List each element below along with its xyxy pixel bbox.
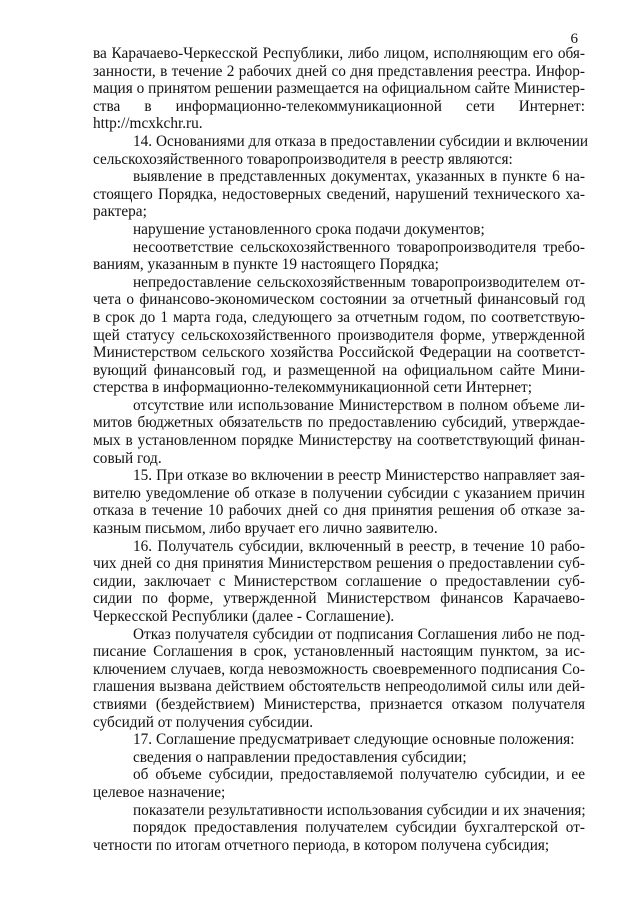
text-line: Черкесской Республики (далее - Соглашение). [93, 608, 395, 625]
text-line: четности по итогам отчетного периода, в котором получена субсидия; [93, 836, 550, 854]
text-line: Министерством сельского хозяйства Российской Федерации на соответст- [93, 344, 585, 362]
text-line: отказа в течение 10 рабочих дней со дня принятия решения об отказе за- [93, 502, 585, 520]
text-line: совый год. [93, 449, 162, 467]
text-line: щей статусу сельскохозяйственного производителя форме, утвержденной [93, 326, 585, 344]
body-text [93, 45, 589, 854]
text-line: сидии по форме, утвержденной Министерством финансов Карачаево- [93, 590, 585, 608]
text-line: несоответствие сельскохозяйственного товаропроизводителя требо- [133, 238, 585, 256]
text-line: рактера; [93, 203, 147, 221]
text-line: показатели результативности использования субсидии и их значения; [133, 801, 586, 819]
text-line: митов бюджетных обязательств по предоставлению субсидий, утверждае- [93, 414, 585, 432]
text-line: занности, в течение 2 рабочих дней со дня представления реестра. Инфор- [93, 62, 585, 80]
text-line: 14. Основаниями для отказа в предоставлении субсидии и включении [133, 132, 589, 150]
text-line: вителю уведомление об отказе в получении субсидии с указанием причин [93, 484, 585, 502]
text-line: чета о финансово-экономическом состоянии за отчетный финансовый год [93, 291, 585, 309]
text-line: ствиями (бездействием) Министерства, признается отказом получателя [93, 695, 585, 713]
text-line: http://mcxkchr.ru. [93, 115, 203, 133]
text-line: стерства в информационно-телекоммуникационной сети Интернет; [93, 379, 532, 397]
text-line: стоящего Порядка, недостоверных сведений, нарушений технического ха- [93, 185, 585, 203]
text-line: глашения вызвана действием обстоятельств непреодолимой силы или дей- [93, 678, 585, 696]
text-line: 15. При отказе во включении в реестр Министерство направляет зая- [133, 467, 585, 485]
text-line: сведения о направлении предоставления субсидии; [133, 748, 467, 766]
text-line: казным письмом, либо вручает его лично заявителю. [93, 520, 438, 538]
text-line: ваниям, указанным в пункте 19 настоящего Порядка; [93, 256, 439, 274]
text-line: субсидий от получения субсидии. [93, 713, 314, 731]
text-line: 17. Соглашение предусматривает следующие основные положения: [133, 731, 575, 749]
text-line: ства в информационно-телекоммуникационной сети Интернет: [93, 97, 585, 115]
text-line: вующий финансовый год, и размещенной на официальном сайте Мини- [93, 361, 585, 379]
text-line: мация о принятом решении размещается на официальном сайте Министер- [93, 80, 585, 98]
text-line: сидии, заключает с Министерством соглашение о предоставлении суб- [93, 572, 585, 590]
text-line: нарушение установленного срока подачи документов; [133, 220, 485, 238]
text-line: целевое назначение; [93, 783, 226, 801]
text-line: сельскохозяйственного товаропроизводителя в реестр являются: [93, 150, 513, 168]
text-line: порядок предоставления получателем субсидии бухгалтерской от- [133, 819, 585, 837]
text-line: 16. Получатель субсидии, включенный в реестр, в течение 10 рабо- [133, 537, 585, 555]
text-line: ключением случаев, когда невозможность своевременного подписания Со- [93, 660, 585, 678]
text-line: отсутствие или использование Министерством в полном объеме ли- [133, 396, 585, 414]
text-line: Отказ получателя субсидии от подписания Соглашения либо не под- [133, 625, 585, 643]
text-line: ва Карачаево-Черкесской Республики, либо лицом, исполняющим его обя- [93, 45, 585, 62]
text-line: мых в установленном порядке Министерству на соответствующий финан- [93, 432, 585, 450]
text-line: непредоставление сельскохозяйственным товаропроизводителем от- [133, 273, 585, 291]
text-line: чих дней со дня принятия Министерством решения о предоставлении суб- [93, 555, 585, 573]
text-line: в срок до 1 марта года, следующего за отчетным годом, по соответствую- [93, 308, 585, 326]
text-line: выявление в представленных документах, указанных в пункте 6 на- [133, 168, 585, 186]
text-line: писание Соглашения в срок, установленный настоящим пунктом, за ис- [93, 643, 585, 661]
text-line: об объеме субсидии, предоставляемой получателю субсидии, и ее [133, 766, 585, 784]
page-number: 6 [570, 31, 578, 47]
